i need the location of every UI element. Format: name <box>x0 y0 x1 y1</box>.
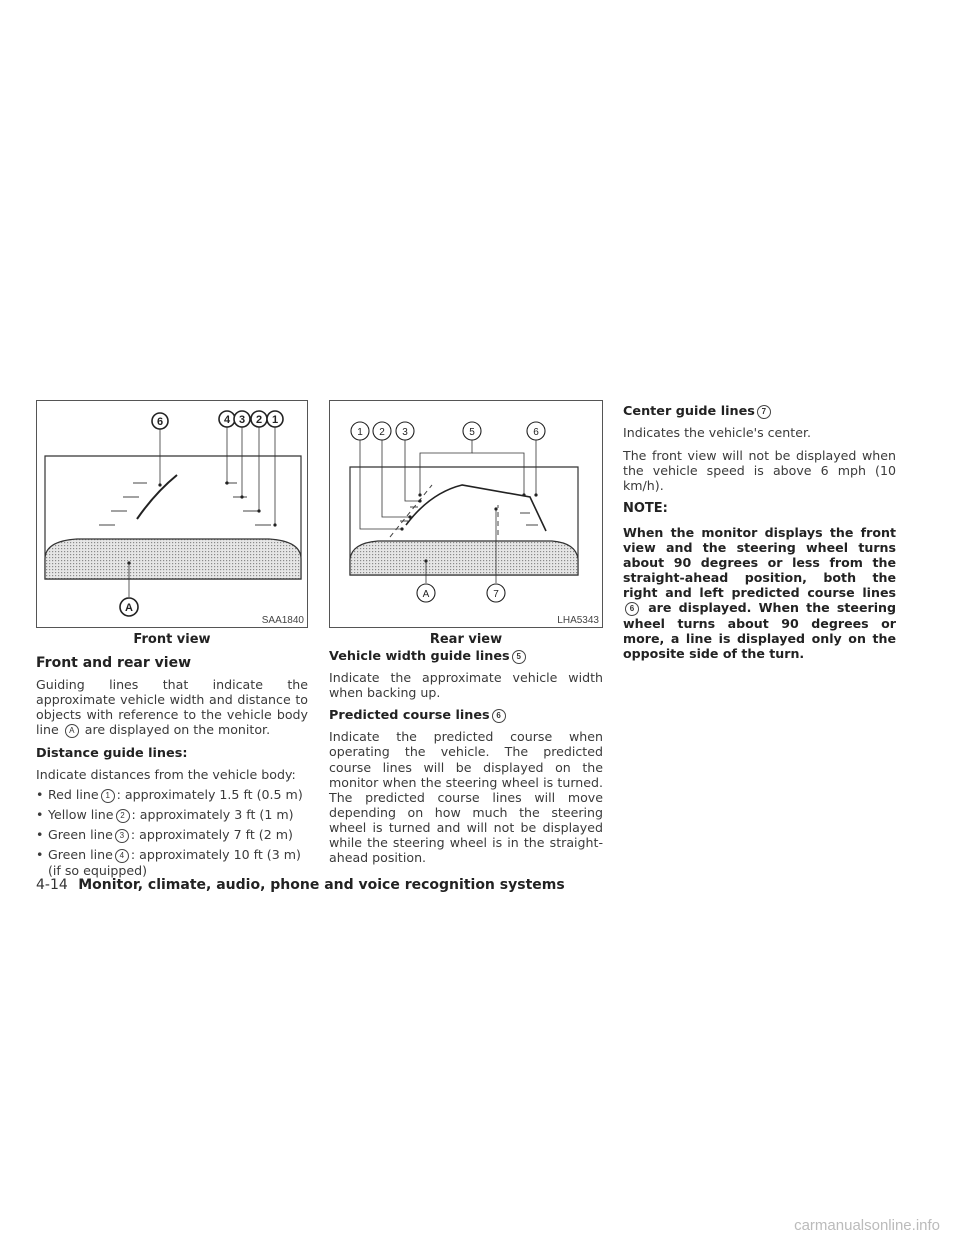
front-view-figure <box>36 400 308 628</box>
list-item <box>36 827 308 843</box>
front-callout-3: 3 <box>238 414 246 426</box>
heading-text: Predicted course lines <box>329 708 490 724</box>
predicted-course-paragraph: Indicate the predicted course when operating the vehicle. The predicted course lines will be displayed on the monitor when the steering wheel is turned. The predicted course lines will move depending on how much the steering wheel is turned and will not be displayed while the steering wheel is in the straight-ahead position. <box>329 729 603 866</box>
front-view-diagram <box>37 401 309 629</box>
front-figure-code: SAA1840 <box>261 615 304 626</box>
list-item <box>36 847 308 878</box>
item-label: Red line <box>48 786 99 802</box>
center-guide-heading <box>623 404 896 419</box>
rear-callout-1: 1 <box>357 427 363 438</box>
item-text: : approximately 1.5 ft (0.5 m) <box>116 786 303 802</box>
page-number: 4-14 <box>36 877 68 893</box>
column-middle <box>329 649 603 873</box>
front-callout-4: 4 <box>223 414 231 426</box>
rear-view-diagram <box>330 401 604 629</box>
section-heading: Front and rear view <box>36 655 192 671</box>
list-item <box>36 807 308 823</box>
rear-callout-6: 6 <box>533 427 539 438</box>
watermark: carmanualsonline.info <box>794 1217 940 1234</box>
intro-paragraph <box>36 677 308 738</box>
rear-callout-7: 7 <box>493 589 499 600</box>
front-callout-a: A <box>125 602 133 614</box>
heading-text: Vehicle width guide lines <box>329 649 510 664</box>
item-label: Green line <box>48 826 113 842</box>
note-label: NOTE: <box>623 501 668 517</box>
ref-badge: 2 <box>116 809 130 823</box>
rear-figure-code: LHA5343 <box>557 615 599 626</box>
item-label: Green line <box>48 846 113 862</box>
item-text: : approximately 3 ft (1 m) <box>131 806 294 822</box>
ref-badge: 7 <box>757 405 771 419</box>
ref-badge: 3 <box>115 829 129 843</box>
column-left <box>36 656 308 882</box>
ref-badge: 1 <box>101 789 115 803</box>
distance-list <box>36 787 308 878</box>
heading-text: Center guide lines <box>623 404 755 419</box>
distance-lead: Indicate distances from the vehicle body: <box>36 767 296 783</box>
item-text: : approximately 7 ft (2 m) <box>130 826 293 842</box>
rear-callout-3: 3 <box>402 427 408 438</box>
note-paragraph <box>623 525 896 662</box>
rear-callout-a: A <box>422 589 430 600</box>
note-text-a: When the monitor displays the front view and the steering wheel turns about 90 degrees or less from the straight-ahead position, both the right and left predicted course lines <box>623 524 896 600</box>
item-label: Yellow line <box>48 806 114 822</box>
page-footer <box>36 877 565 893</box>
center-paragraph-1: Indicates the vehicle's center. <box>623 425 811 441</box>
ref-badge: 6 <box>625 602 639 616</box>
center-paragraph-2: The front view will not be displayed when the vehicle speed is above 6 mph (10 km/h). <box>623 448 896 494</box>
vehicle-width-heading <box>329 649 603 664</box>
predicted-course-heading <box>329 708 603 723</box>
front-callout-1: 1 <box>271 414 279 426</box>
list-item <box>36 787 308 803</box>
front-view-caption: Front view <box>133 632 211 647</box>
rear-view-caption: Rear view <box>429 632 503 647</box>
ref-badge: 5 <box>512 650 526 664</box>
intro-text-a: Guiding lines that indicate the approximate vehicle width and distance to objects with reference to the vehicle body line <box>36 677 308 738</box>
rear-callout-2: 2 <box>379 427 385 438</box>
ref-a-badge: A <box>65 724 79 738</box>
rear-callout-5: 5 <box>469 427 475 438</box>
ref-badge: 6 <box>492 709 506 723</box>
rear-view-figure <box>329 400 603 628</box>
note-text-b: are displayed. When the steering wheel turns about 90 degrees or more, a line is displayed only on the opposite side of the turn. <box>623 600 896 662</box>
item-text: : approximately 10 ft (3 m) (if so equipped) <box>48 846 301 878</box>
distance-guide-heading: Distance guide lines: <box>36 746 188 762</box>
intro-text-b: are displayed on the monitor. <box>84 722 271 738</box>
chapter-title: Monitor, climate, audio, phone and voice recognition systems <box>78 877 565 893</box>
vehicle-width-paragraph: Indicate the approximate vehicle width when backing up. <box>329 670 603 701</box>
ref-badge: 4 <box>115 849 129 863</box>
column-right <box>623 404 896 669</box>
front-callout-6: 6 <box>156 416 164 428</box>
front-callout-2: 2 <box>255 414 263 426</box>
